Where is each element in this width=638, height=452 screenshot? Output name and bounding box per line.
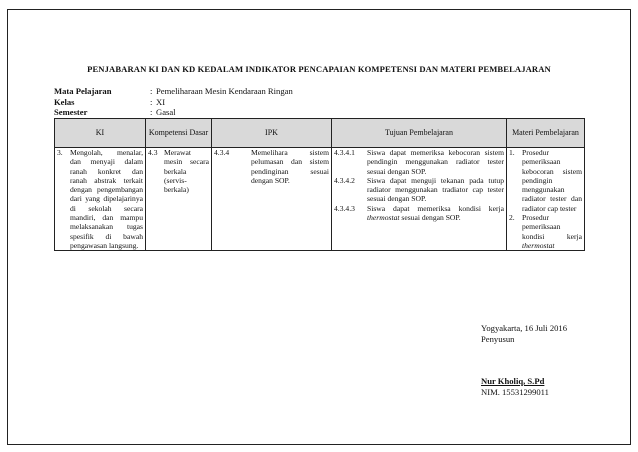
meta-row-subject [54,86,293,97]
meta-colon: : [150,96,153,107]
cell-ki [55,148,146,251]
signature-name: Nur Kholiq, S.Pd [481,376,545,386]
cell-ipk [212,148,332,251]
meta-value: Gasal [156,107,176,117]
signature-block [481,323,567,397]
meta-colon: : [150,107,153,117]
materi-italic-term: thermostat [522,240,555,250]
cell-materi [507,148,585,251]
ki-number: 3. [57,148,63,157]
tujuan-text-part: Siswa dapat memeriksa kondisi kerja [367,203,504,213]
tujuan-text: Siswa dapat memeriksa kebocoran sistem pendingin menggunakan radiator tester sesuai dengan SOP. [367,148,504,176]
tujuan-number: 4.3.4.2 [334,175,355,185]
meta-value: XI [156,96,166,107]
materi-text-mixed [522,213,582,250]
tujuan-number: 4.3.4.1 [334,148,355,157]
kd-text: Merawat mesin secara berkala (servis-berkala) [164,148,209,195]
header-kompetensi-dasar: Kompetensi Dasar [146,119,212,148]
header-ki: KI [55,119,146,148]
header-tujuan: Tujuan Pembelajaran [332,119,507,148]
meta-label: Kelas [54,96,75,107]
signature-nim: NIM. 15531299011 [481,386,549,397]
tujuan-item [334,148,504,176]
tujuan-text-part: sesuai dengan SOP. [401,213,461,223]
meta-row-class [54,97,293,108]
materi-number: 1. [509,148,515,157]
meta-block [54,86,293,118]
signature-place-date: Yogyakarta, 16 Juli 2016 [481,323,568,333]
table-row [55,148,585,251]
cell-kd [146,148,212,251]
competency-table [54,118,585,251]
tujuan-number: 4.3.4.3 [334,203,355,213]
meta-label: Mata Pelajaran [54,86,112,96]
document-title: PENJABARAN KI DAN KD KEDALAM INDIKATOR PENCAPAIAN KOMPETENSI DAN MATERI PEMBELAJARAN [87,64,551,74]
table-header-row [55,119,585,148]
meta-colon: : [150,86,153,96]
ipk-text: Memelihara sistem pelumasan dan sistem pendinginan sesuai dengan SOP. [251,148,329,185]
materi-item [509,213,582,250]
meta-value: Pemeliharaan Mesin Kendaraan Ringan [156,86,293,96]
tujuan-item [334,204,504,223]
tujuan-italic-term: thermostat [367,213,400,223]
materi-number: 2. [509,213,515,223]
ki-text: Mengolah, menalar, dan menyaji dalam ranah konkret dan ranah abstrak terkait dengan pengembangan dari yang dipelajarinya di sekolah secara mandiri, dan mampu melaksanakan tugas spesifik di bawah pengawasan langsung. [70,148,143,250]
meta-row-semester [54,107,293,118]
tujuan-text-mixed [367,204,504,223]
kd-number: 4.3 [148,148,158,157]
header-materi: Materi Pembelajaran [507,119,585,148]
signature-role: Penyusun [481,333,515,344]
materi-text-part: Prosedur pemeriksaan kondisi kerja [522,213,582,241]
ipk-number: 4.3.4 [214,148,230,157]
tujuan-text: Siswa dapat menguji tekanan pada tutup radiator menggunakan tradiator cap tester sesuai dengan SOP. [367,175,504,204]
materi-item [509,148,582,213]
meta-label: Semester [54,107,88,117]
header-ipk: IPK [212,119,332,148]
tujuan-item [334,176,504,204]
materi-text: Prosedur pemeriksaan kebocoran sistem pendingin menggunakan radiator tester dan radiator cap tester [522,148,582,213]
cell-tujuan [332,148,507,251]
